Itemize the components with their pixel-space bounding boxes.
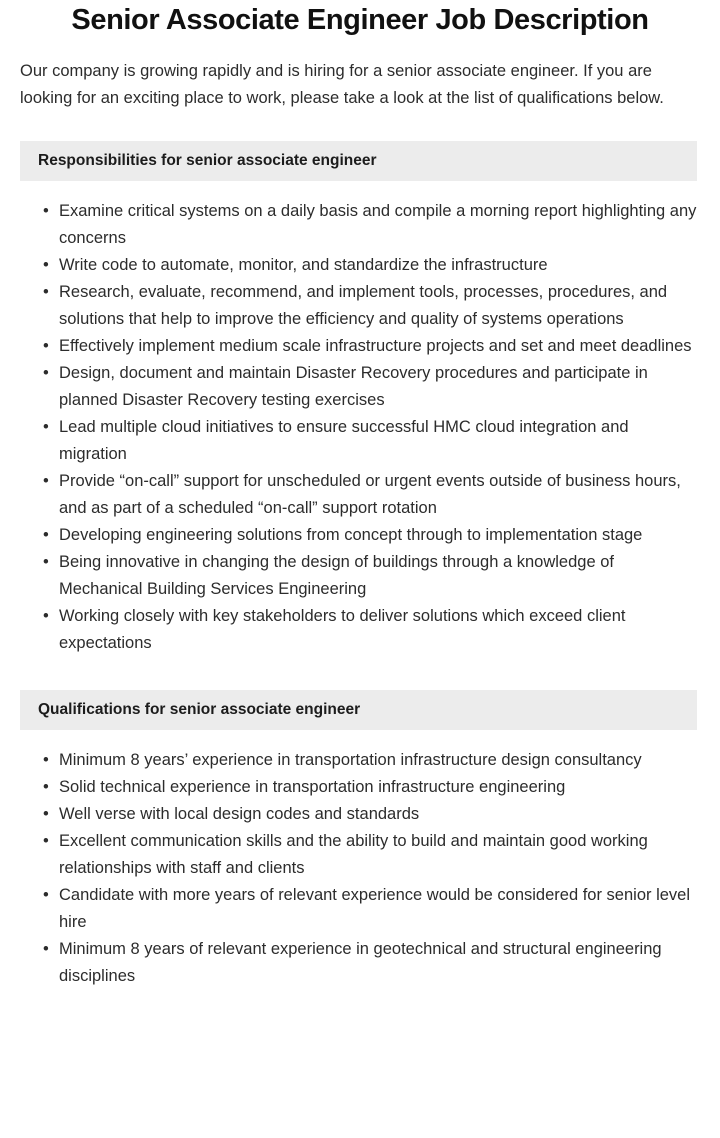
responsibilities-heading: Responsibilities for senior associate engineer	[20, 141, 697, 181]
list-item: • Developing engineering solutions from concept through to implementation stage	[0, 522, 720, 549]
list-item: • Excellent communication skills and the ability to build and maintain good working relationships with staff and clients	[0, 828, 720, 882]
qualifications-list	[0, 730, 720, 990]
list-item: • Minimum 8 years of relevant experience in geotechnical and structural engineering disciplines	[0, 936, 720, 990]
intro-paragraph: Our company is growing rapidly and is hiring for a senior associate engineer. If you are looking for an exciting place to work, please take a look at the list of qualifications below.	[20, 62, 664, 108]
qualifications-heading: Qualifications for senior associate engineer	[20, 690, 697, 730]
list-item: • Solid technical experience in transportation infrastructure engineering	[0, 774, 720, 801]
responsibilities-section	[0, 141, 720, 657]
list-item: • Examine critical systems on a daily basis and compile a morning report highlighting any concerns	[0, 198, 720, 252]
list-item: • Effectively implement medium scale infrastructure projects and set and meet deadlines	[0, 333, 720, 360]
responsibilities-list	[0, 181, 720, 657]
list-item: • Well verse with local design codes and standards	[0, 801, 720, 828]
list-item: • Design, document and maintain Disaster Recovery procedures and participate in planned Disaster Recovery testing exercises	[0, 360, 720, 414]
list-item: • Lead multiple cloud initiatives to ensure successful HMC cloud integration and migration	[0, 414, 720, 468]
list-item: • Candidate with more years of relevant experience would be considered for senior level hire	[0, 882, 720, 936]
list-item: • Research, evaluate, recommend, and implement tools, processes, procedures, and solutions that help to improve the efficiency and quality of systems operations	[0, 279, 720, 333]
qualifications-section	[0, 690, 720, 990]
list-item: • Provide “on-call” support for unscheduled or urgent events outside of business hours, and as part of a scheduled “on-call” support rotation	[0, 468, 720, 522]
list-item: • Write code to automate, monitor, and standardize the infrastructure	[0, 252, 720, 279]
list-item: • Working closely with key stakeholders to deliver solutions which exceed client expectations	[0, 603, 720, 657]
list-item: • Minimum 8 years’ experience in transportation infrastructure design consultancy	[0, 747, 720, 774]
page-title: Senior Associate Engineer Job Description	[71, 4, 649, 36]
list-item: • Being innovative in changing the design of buildings through a knowledge of Mechanical Building Services Engineering	[0, 549, 720, 603]
